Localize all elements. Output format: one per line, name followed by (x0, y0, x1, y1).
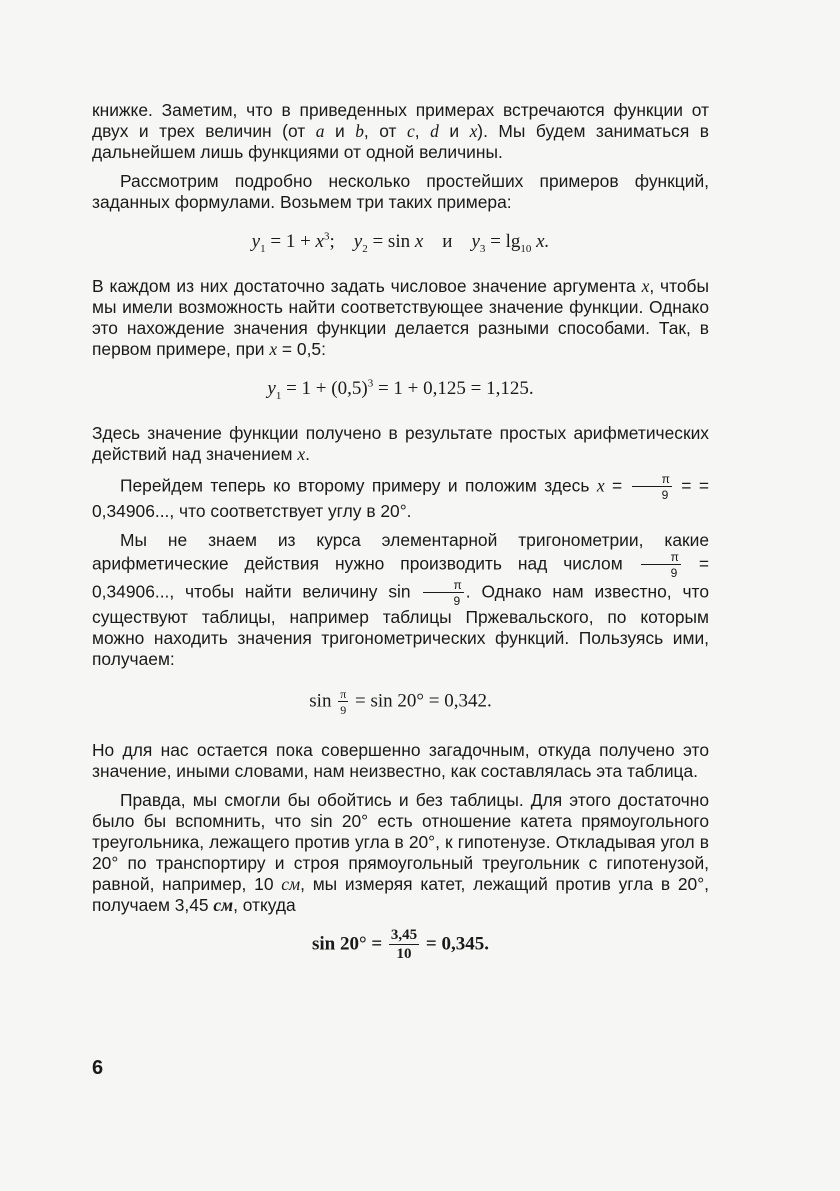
conjunction: и (324, 121, 356, 141)
paragraph-6-text: Мы не знаем из курса элементарной тригонометрии, какие арифметические действия нужно производить над числом (92, 530, 709, 574)
formula-part: ; (329, 231, 335, 252)
paragraph-8-text: , мы измеряя катет, лежащий против угла в 20°, получаем 3,45 (92, 874, 709, 915)
paragraph-5-text: Перейдем теперь ко второму примеру и положим здесь (120, 475, 597, 496)
formula-sin-table (92, 688, 709, 716)
fraction-pi-9 (338, 688, 348, 716)
subscript: 1 (275, 389, 282, 402)
paragraph-6-text: = 0,34906..., чтобы найти величину sin (92, 553, 709, 602)
formula-functions (92, 230, 709, 255)
var-x: x (269, 339, 278, 359)
var-x: x (469, 121, 478, 141)
paragraph-4 (92, 423, 709, 465)
paragraph-8-text: , откуда (233, 895, 296, 915)
var-y: y (471, 231, 480, 252)
conjunction: и (442, 231, 453, 252)
paragraph-7: Но для нас остается пока совершенно загадочным, откуда получено это значение, иными словами, нам неизвестно, как составлялась эта таблица. (92, 740, 709, 781)
formula-part: = 0,345. (421, 933, 489, 955)
formula-part: = lg (485, 231, 521, 252)
formula-sin-measure (92, 928, 709, 962)
paragraph-1-text: книжке. Заметим, что в приведенных примерах встречаются функции от двух и трех величин (от (92, 100, 709, 141)
formula-part: = 1 + (0,5) (281, 378, 368, 399)
paragraph-1 (92, 100, 709, 163)
denominator: 9 (340, 703, 347, 717)
conjunction: и (438, 121, 470, 141)
var-y: y (353, 231, 363, 252)
var-c: c (407, 121, 415, 141)
denominator: 9 (661, 488, 669, 502)
paragraph-8 (92, 790, 709, 916)
separator: , от (363, 121, 408, 141)
var-x: x (596, 475, 605, 496)
paragraph-5-text: = = 0,34906..., что соответствует углу в 20°. (92, 475, 709, 521)
fraction-pi-9 (423, 579, 463, 607)
numerator: π (423, 579, 463, 593)
paragraph-8-text: Правда, мы смогли бы обойтись и без таблицы. Для этого достаточно было бы вспомнить, что sin 20° есть отношение катета прямоугольного треугольника, лежащего против угла в 20°, к гипотенузе. Откладывая угол в 20° по транспортиру и строя прямоугольный треугольник с гипотенузой, равной, например, 10 (92, 790, 709, 894)
numerator: π (641, 551, 681, 565)
var-y: y (267, 378, 276, 399)
numerator: π (340, 687, 347, 701)
paragraph-6-text: . Однако нам известно, что существуют таблицы, например таблицы Пржевальского, по которым можно находить значения тригонометрических функций. Пользуясь ими, получаем: (92, 581, 709, 669)
numerator: 3,45 (390, 927, 418, 943)
var-y: y (251, 231, 261, 252)
paragraph-3-text: В каждом из них достаточно задать числовое значение аргумента (92, 276, 642, 296)
paragraph-1-end: ). Мы будем заниматься в дальнейшем лишь функциями от одной величины. (92, 121, 710, 162)
paragraph-6 (92, 530, 709, 670)
formula-part: = sin 20° = 0,342. (350, 690, 492, 712)
denominator: 9 (453, 594, 461, 608)
formula-part: = 1 + (265, 231, 316, 252)
paragraph-3-text: , чтобы мы имели возможность найти соответствующее значение функции. Однако это нахождение значения функции делается разными способами. Так, в первом примере, при (92, 276, 709, 359)
denominator: 9 (670, 566, 678, 580)
formula-part: = sin (367, 231, 415, 252)
formula-part: = (604, 475, 630, 496)
var-x: x (414, 231, 424, 252)
formula-y1-value (92, 377, 709, 402)
formula-part: sin 20° = (312, 933, 387, 955)
paragraph-4-text: . (305, 444, 310, 464)
paragraph-5 (92, 473, 709, 522)
var-b: b (355, 121, 364, 141)
formula-part: sin (309, 690, 337, 712)
fraction-345-10 (389, 928, 419, 962)
paragraph-2: Рассмотрим подробно несколько простейших примеров функций, заданных формулами. Возьмем три таких примера: (92, 171, 709, 212)
subscript: 1 (260, 242, 266, 255)
var-x: x (297, 444, 306, 464)
fraction-pi-9 (641, 551, 681, 579)
superscript: 3 (367, 377, 374, 390)
separator: , (414, 121, 431, 141)
var-d: d (430, 121, 439, 141)
unit-cm: см (281, 874, 301, 894)
paragraph-3-text: = 0,5: (277, 339, 326, 359)
var-x: x (641, 276, 650, 296)
formula-part: = 1 + 0,125 = 1,125. (373, 378, 534, 399)
superscript: 3 (323, 230, 330, 243)
var-x: x (315, 231, 324, 252)
unit-cm: см (213, 895, 234, 915)
var-a: a (315, 121, 325, 141)
paragraph-3 (92, 276, 709, 360)
fraction-pi-9 (632, 473, 672, 501)
page-text (92, 100, 709, 986)
subscript: 2 (362, 242, 368, 255)
paragraph-4-text: Здесь значение функции получено в результате простых арифметических действий над значением (92, 423, 709, 464)
denominator: 10 (396, 946, 412, 962)
numerator: π (632, 473, 672, 487)
var-x: x. (531, 231, 550, 252)
subscript: 3 (479, 242, 486, 255)
subscript: 10 (520, 242, 532, 255)
page-number: 6 (92, 1057, 104, 1079)
